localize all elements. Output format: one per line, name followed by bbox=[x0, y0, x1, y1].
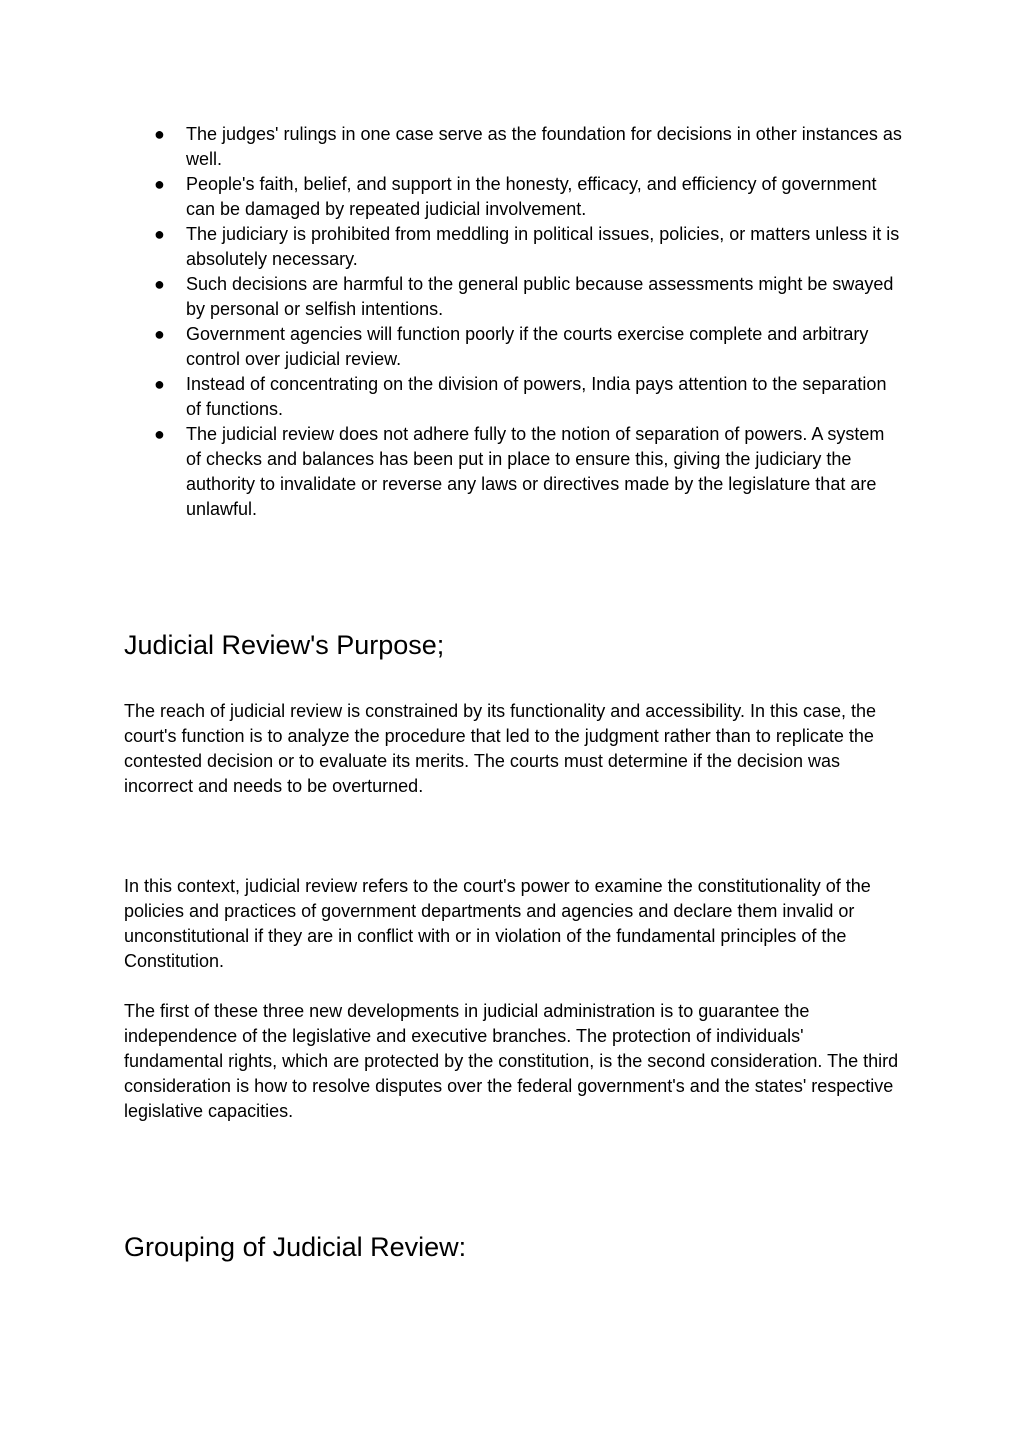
purpose-heading: Judicial Review's Purpose; bbox=[124, 630, 445, 660]
list-item-text: Such decisions are harmful to the general public because assessments might be swayed by personal or selfish intentions. bbox=[186, 274, 894, 319]
list-item-text: The judicial review does not adhere fully to the notion of separation of powers. A system of checks and balances has been put in place to ensure this, giving the judiciary the authority to invalidate or reverse any laws or directives made by the legislature that are unlawful. bbox=[186, 424, 885, 519]
purpose-paragraph-context: In this context, judicial review refers to the court's power to examine the constitutionality of the policies and practices of government departments and agencies and declare them invalid or unconstitutional if they are in conflict with or in violation of the fundamental principles of the Constitution. bbox=[124, 876, 871, 971]
bullet-marker: ● bbox=[154, 274, 165, 294]
list-item-text: Instead of concentrating on the division of powers, India pays attention to the separation of functions. bbox=[186, 374, 887, 419]
list-item bbox=[124, 122, 904, 172]
list-item-text: The judges' rulings in one case serve as the foundation for decisions in other instances as well. bbox=[186, 124, 902, 169]
list-item bbox=[124, 222, 904, 272]
list-item-text: People's faith, belief, and support in the honesty, efficacy, and efficiency of government can be damaged by repeated judicial involvement. bbox=[186, 174, 877, 219]
list-item bbox=[124, 372, 904, 422]
purpose-paragraph-developments: The first of these three new developments in judicial administration is to guarantee the independence of the legislative and executive branches. The protection of individuals' fundamental rights, which are protected by the constitution, is the second consideration. The third consideration is how to resolve disputes over the federal government's and the states' respective legislative capacities. bbox=[124, 1001, 899, 1121]
grouping-heading: Grouping of Judicial Review: bbox=[124, 1232, 467, 1262]
list-item-text: The judiciary is prohibited from meddling in political issues, policies, or matters unless it is absolutely necessary. bbox=[186, 224, 900, 269]
list-item bbox=[124, 272, 904, 322]
list-item bbox=[124, 422, 904, 522]
bullet-marker: ● bbox=[154, 324, 165, 344]
bullet-marker: ● bbox=[154, 174, 165, 194]
bullet-marker: ● bbox=[154, 224, 165, 244]
bullet-list bbox=[124, 122, 904, 522]
list-item bbox=[124, 172, 904, 222]
list-item-text: Government agencies will function poorly if the courts exercise complete and arbitrary control over judicial review. bbox=[186, 324, 869, 369]
list-item bbox=[124, 322, 904, 372]
bullet-marker: ● bbox=[154, 374, 165, 394]
bullet-marker: ● bbox=[154, 124, 165, 144]
purpose-paragraph-scope: The reach of judicial review is constrained by its functionality and accessibility. In this case, the court's function is to analyze the procedure that led to the judgment rather than to replicate the contested decision or to evaluate its merits. The courts must determine if the decision was incorrect and needs to be overturned. bbox=[124, 701, 877, 796]
bullet-marker: ● bbox=[154, 424, 165, 444]
